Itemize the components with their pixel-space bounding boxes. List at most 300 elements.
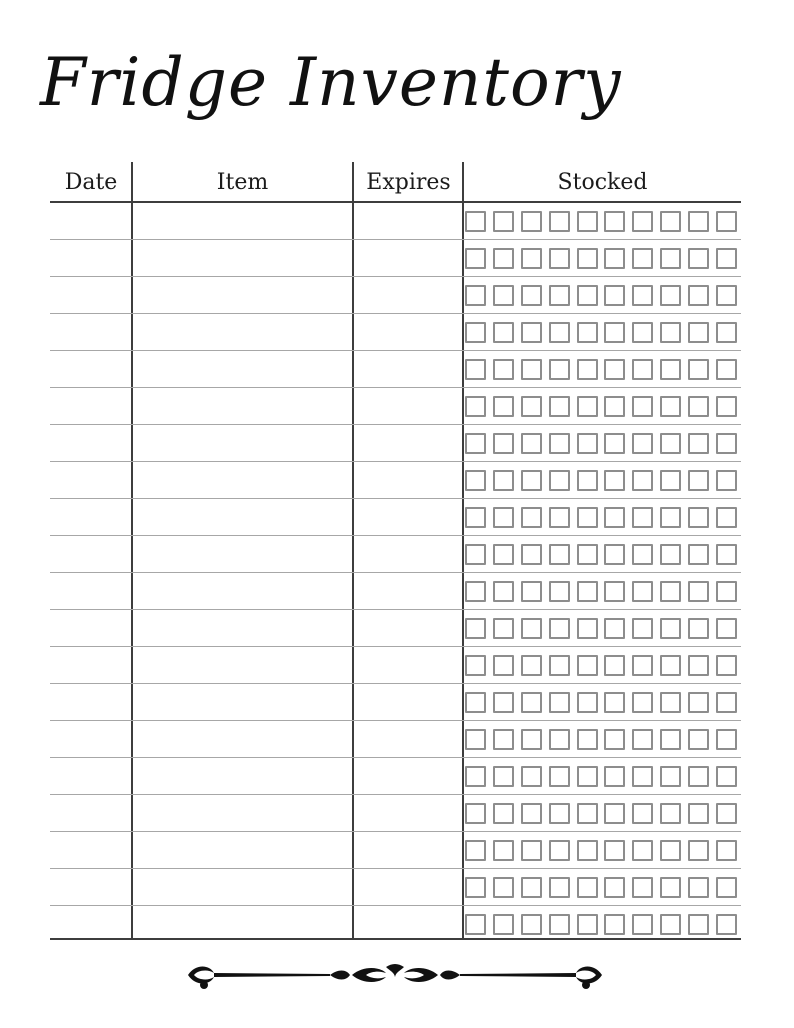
expires-cell[interactable] bbox=[354, 684, 462, 720]
date-cell[interactable] bbox=[50, 684, 131, 720]
stocked-checkboxes bbox=[465, 425, 737, 461]
stocked-checkbox[interactable] bbox=[632, 248, 653, 269]
stocked-checkbox[interactable] bbox=[688, 211, 709, 232]
stocked-checkbox[interactable] bbox=[632, 433, 653, 454]
stocked-checkbox[interactable] bbox=[660, 211, 681, 232]
expires-cell[interactable] bbox=[354, 573, 462, 609]
stocked-checkbox[interactable] bbox=[493, 729, 514, 750]
stocked-checkbox[interactable] bbox=[716, 470, 737, 491]
stocked-checkbox[interactable] bbox=[716, 914, 737, 935]
stocked-checkbox[interactable] bbox=[604, 618, 625, 639]
date-cell[interactable] bbox=[50, 314, 131, 350]
expires-cell[interactable] bbox=[354, 203, 462, 239]
stocked-checkbox[interactable] bbox=[604, 729, 625, 750]
stocked-checkbox[interactable] bbox=[688, 507, 709, 528]
stocked-checkbox[interactable] bbox=[577, 766, 598, 787]
stocked-checkbox[interactable] bbox=[632, 914, 653, 935]
stocked-checkbox[interactable] bbox=[716, 803, 737, 824]
stocked-checkbox[interactable] bbox=[604, 766, 625, 787]
stocked-checkbox[interactable] bbox=[493, 914, 514, 935]
item-cell[interactable] bbox=[133, 277, 352, 313]
stocked-checkbox[interactable] bbox=[688, 803, 709, 824]
expires-cell[interactable] bbox=[354, 388, 462, 424]
expires-cell[interactable] bbox=[354, 277, 462, 313]
stocked-checkbox[interactable] bbox=[660, 248, 681, 269]
stocked-checkbox[interactable] bbox=[465, 470, 486, 491]
stocked-checkbox[interactable] bbox=[604, 433, 625, 454]
stocked-checkbox[interactable] bbox=[465, 803, 486, 824]
table-row bbox=[50, 573, 741, 610]
expires-cell[interactable] bbox=[354, 758, 462, 794]
stocked-checkbox[interactable] bbox=[688, 692, 709, 713]
stocked-checkbox[interactable] bbox=[493, 248, 514, 269]
item-cell[interactable] bbox=[133, 795, 352, 831]
stocked-checkbox[interactable] bbox=[549, 618, 570, 639]
stocked-checkbox[interactable] bbox=[521, 507, 542, 528]
item-cell[interactable] bbox=[133, 536, 352, 572]
stocked-checkbox[interactable] bbox=[577, 322, 598, 343]
stocked-checkbox[interactable] bbox=[660, 433, 681, 454]
stocked-checkbox[interactable] bbox=[688, 766, 709, 787]
item-cell[interactable] bbox=[133, 869, 352, 905]
stocked-checkbox[interactable] bbox=[465, 581, 486, 602]
stocked-checkboxes bbox=[465, 536, 737, 572]
stocked-checkbox[interactable] bbox=[660, 470, 681, 491]
stocked-checkbox[interactable] bbox=[549, 729, 570, 750]
expires-cell[interactable] bbox=[354, 499, 462, 535]
item-cell[interactable] bbox=[133, 758, 352, 794]
stocked-checkbox[interactable] bbox=[521, 618, 542, 639]
table-row bbox=[50, 536, 741, 573]
stocked-checkbox[interactable] bbox=[465, 729, 486, 750]
stocked-checkbox[interactable] bbox=[688, 618, 709, 639]
stocked-checkbox[interactable] bbox=[465, 211, 486, 232]
stocked-checkbox[interactable] bbox=[716, 359, 737, 380]
stocked-checkbox[interactable] bbox=[660, 692, 681, 713]
stocked-checkbox[interactable] bbox=[493, 507, 514, 528]
stocked-checkboxes bbox=[465, 832, 737, 868]
stocked-checkbox[interactable] bbox=[688, 840, 709, 861]
stocked-checkbox[interactable] bbox=[604, 914, 625, 935]
stocked-checkbox[interactable] bbox=[716, 322, 737, 343]
stocked-checkbox[interactable] bbox=[716, 433, 737, 454]
stocked-checkbox[interactable] bbox=[465, 544, 486, 565]
stocked-checkbox[interactable] bbox=[577, 692, 598, 713]
stocked-checkbox[interactable] bbox=[660, 544, 681, 565]
stocked-checkbox[interactable] bbox=[493, 433, 514, 454]
table-row bbox=[50, 869, 741, 906]
stocked-checkbox[interactable] bbox=[716, 618, 737, 639]
stocked-checkbox[interactable] bbox=[604, 507, 625, 528]
stocked-checkbox[interactable] bbox=[604, 322, 625, 343]
stocked-checkbox[interactable] bbox=[632, 211, 653, 232]
stocked-checkbox[interactable] bbox=[521, 433, 542, 454]
stocked-checkbox[interactable] bbox=[521, 322, 542, 343]
stocked-checkbox[interactable] bbox=[493, 766, 514, 787]
stocked-checkbox[interactable] bbox=[632, 655, 653, 676]
stocked-checkbox[interactable] bbox=[549, 211, 570, 232]
item-cell[interactable] bbox=[133, 573, 352, 609]
stocked-checkbox[interactable] bbox=[716, 581, 737, 602]
stocked-checkbox[interactable] bbox=[577, 729, 598, 750]
stocked-checkbox[interactable] bbox=[632, 470, 653, 491]
item-cell[interactable] bbox=[133, 388, 352, 424]
table-row bbox=[50, 277, 741, 314]
date-cell[interactable] bbox=[50, 758, 131, 794]
stocked-checkbox[interactable] bbox=[632, 618, 653, 639]
stocked-checkbox[interactable] bbox=[604, 544, 625, 565]
stocked-checkbox[interactable] bbox=[493, 359, 514, 380]
inventory-table-body bbox=[50, 203, 741, 938]
table-row bbox=[50, 240, 741, 277]
table-row bbox=[50, 425, 741, 462]
expires-cell[interactable] bbox=[354, 721, 462, 757]
date-cell[interactable] bbox=[50, 388, 131, 424]
stocked-checkbox[interactable] bbox=[549, 655, 570, 676]
stocked-checkbox[interactable] bbox=[521, 840, 542, 861]
stocked-checkbox[interactable] bbox=[716, 840, 737, 861]
stocked-checkbox[interactable] bbox=[688, 914, 709, 935]
stocked-checkbox[interactable] bbox=[577, 914, 598, 935]
stocked-checkbox[interactable] bbox=[632, 396, 653, 417]
table-row bbox=[50, 351, 741, 388]
stocked-checkbox[interactable] bbox=[688, 544, 709, 565]
stocked-checkbox[interactable] bbox=[688, 396, 709, 417]
expires-cell[interactable] bbox=[354, 425, 462, 461]
item-cell[interactable] bbox=[133, 462, 352, 498]
date-cell[interactable] bbox=[50, 425, 131, 461]
stocked-checkbox[interactable] bbox=[577, 248, 598, 269]
item-cell[interactable] bbox=[133, 351, 352, 387]
stocked-checkbox[interactable] bbox=[604, 877, 625, 898]
stocked-checkbox[interactable] bbox=[465, 433, 486, 454]
stocked-checkbox[interactable] bbox=[688, 729, 709, 750]
expires-cell[interactable] bbox=[354, 869, 462, 905]
date-cell[interactable] bbox=[50, 795, 131, 831]
stocked-checkbox[interactable] bbox=[660, 655, 681, 676]
stocked-checkbox[interactable] bbox=[660, 766, 681, 787]
table-row bbox=[50, 684, 741, 721]
date-cell[interactable] bbox=[50, 573, 131, 609]
stocked-checkbox[interactable] bbox=[716, 766, 737, 787]
stocked-checkbox[interactable] bbox=[632, 729, 653, 750]
stocked-checkbox[interactable] bbox=[465, 396, 486, 417]
stocked-checkbox[interactable] bbox=[549, 544, 570, 565]
item-cell[interactable] bbox=[133, 203, 352, 239]
stocked-checkbox[interactable] bbox=[660, 618, 681, 639]
stocked-checkbox[interactable] bbox=[549, 914, 570, 935]
date-cell[interactable] bbox=[50, 906, 131, 942]
stocked-checkbox[interactable] bbox=[465, 322, 486, 343]
stocked-checkbox[interactable] bbox=[688, 322, 709, 343]
stocked-checkbox[interactable] bbox=[549, 285, 570, 306]
date-cell[interactable] bbox=[50, 610, 131, 646]
stocked-checkboxes bbox=[465, 499, 737, 535]
date-cell[interactable] bbox=[50, 203, 131, 239]
stocked-checkbox[interactable] bbox=[521, 877, 542, 898]
item-cell[interactable] bbox=[133, 240, 352, 276]
expires-cell[interactable] bbox=[354, 610, 462, 646]
expires-cell[interactable] bbox=[354, 351, 462, 387]
stocked-checkbox[interactable] bbox=[521, 655, 542, 676]
stocked-checkbox[interactable] bbox=[604, 803, 625, 824]
date-cell[interactable] bbox=[50, 277, 131, 313]
stocked-checkbox[interactable] bbox=[716, 396, 737, 417]
stocked-checkbox[interactable] bbox=[465, 840, 486, 861]
stocked-checkbox[interactable] bbox=[632, 507, 653, 528]
table-row bbox=[50, 906, 741, 942]
stocked-checkboxes bbox=[465, 351, 737, 387]
stocked-checkbox[interactable] bbox=[549, 692, 570, 713]
stocked-checkbox[interactable] bbox=[604, 470, 625, 491]
column-header-item: Item bbox=[216, 170, 269, 195]
stocked-checkbox[interactable] bbox=[521, 692, 542, 713]
stocked-checkbox[interactable] bbox=[493, 618, 514, 639]
stocked-checkbox[interactable] bbox=[688, 248, 709, 269]
expires-cell[interactable] bbox=[354, 240, 462, 276]
stocked-checkboxes bbox=[465, 277, 737, 313]
expires-cell[interactable] bbox=[354, 314, 462, 350]
stocked-checkbox[interactable] bbox=[577, 655, 598, 676]
date-cell[interactable] bbox=[50, 536, 131, 572]
page-title: Fridge Inventory bbox=[40, 44, 622, 121]
date-cell[interactable] bbox=[50, 240, 131, 276]
date-cell[interactable] bbox=[50, 869, 131, 905]
stocked-checkbox[interactable] bbox=[632, 359, 653, 380]
stocked-checkbox[interactable] bbox=[493, 655, 514, 676]
stocked-checkbox[interactable] bbox=[577, 877, 598, 898]
stocked-checkbox[interactable] bbox=[577, 359, 598, 380]
stocked-checkbox[interactable] bbox=[521, 211, 542, 232]
stocked-checkbox[interactable] bbox=[688, 581, 709, 602]
stocked-checkbox[interactable] bbox=[660, 803, 681, 824]
stocked-checkboxes bbox=[465, 203, 737, 239]
expires-cell[interactable] bbox=[354, 647, 462, 683]
stocked-checkbox[interactable] bbox=[493, 803, 514, 824]
stocked-checkboxes bbox=[465, 869, 737, 905]
stocked-checkbox[interactable] bbox=[521, 914, 542, 935]
item-cell[interactable] bbox=[133, 721, 352, 757]
stocked-checkbox[interactable] bbox=[493, 396, 514, 417]
stocked-checkbox[interactable] bbox=[521, 729, 542, 750]
stocked-checkbox[interactable] bbox=[660, 396, 681, 417]
stocked-checkbox[interactable] bbox=[549, 396, 570, 417]
item-cell[interactable] bbox=[133, 314, 352, 350]
stocked-checkboxes bbox=[465, 610, 737, 646]
item-cell[interactable] bbox=[133, 499, 352, 535]
stocked-checkbox[interactable] bbox=[521, 285, 542, 306]
stocked-checkbox[interactable] bbox=[716, 692, 737, 713]
stocked-checkbox[interactable] bbox=[549, 840, 570, 861]
stocked-checkbox[interactable] bbox=[521, 248, 542, 269]
stocked-checkbox[interactable] bbox=[493, 692, 514, 713]
stocked-checkbox[interactable] bbox=[549, 766, 570, 787]
date-cell[interactable] bbox=[50, 721, 131, 757]
stocked-checkbox[interactable] bbox=[632, 322, 653, 343]
stocked-checkbox[interactable] bbox=[660, 285, 681, 306]
stocked-checkboxes bbox=[465, 758, 737, 794]
stocked-checkbox[interactable] bbox=[577, 581, 598, 602]
stocked-checkbox[interactable] bbox=[577, 544, 598, 565]
stocked-checkboxes bbox=[465, 795, 737, 831]
stocked-checkboxes bbox=[465, 388, 737, 424]
stocked-checkbox[interactable] bbox=[549, 322, 570, 343]
stocked-checkbox[interactable] bbox=[660, 507, 681, 528]
stocked-checkbox[interactable] bbox=[688, 359, 709, 380]
item-cell[interactable] bbox=[133, 832, 352, 868]
stocked-checkbox[interactable] bbox=[493, 470, 514, 491]
stocked-checkbox[interactable] bbox=[549, 359, 570, 380]
table-header bbox=[50, 164, 741, 202]
stocked-checkbox[interactable] bbox=[577, 396, 598, 417]
date-cell[interactable] bbox=[50, 832, 131, 868]
stocked-checkbox[interactable] bbox=[465, 507, 486, 528]
stocked-checkboxes bbox=[465, 647, 737, 683]
stocked-checkbox[interactable] bbox=[465, 248, 486, 269]
stocked-checkbox[interactable] bbox=[465, 285, 486, 306]
stocked-checkbox[interactable] bbox=[716, 655, 737, 676]
expires-cell[interactable] bbox=[354, 536, 462, 572]
stocked-checkbox[interactable] bbox=[660, 359, 681, 380]
date-cell[interactable] bbox=[50, 499, 131, 535]
stocked-checkbox[interactable] bbox=[660, 877, 681, 898]
item-cell[interactable] bbox=[133, 425, 352, 461]
stocked-checkbox[interactable] bbox=[493, 840, 514, 861]
stocked-checkbox[interactable] bbox=[716, 729, 737, 750]
stocked-checkbox[interactable] bbox=[465, 877, 486, 898]
item-cell[interactable] bbox=[133, 906, 352, 942]
stocked-checkbox[interactable] bbox=[632, 581, 653, 602]
stocked-checkbox[interactable] bbox=[549, 877, 570, 898]
stocked-checkbox[interactable] bbox=[521, 396, 542, 417]
stocked-checkbox[interactable] bbox=[688, 285, 709, 306]
stocked-checkbox[interactable] bbox=[493, 211, 514, 232]
stocked-checkbox[interactable] bbox=[632, 692, 653, 713]
stocked-checkbox[interactable] bbox=[493, 544, 514, 565]
stocked-checkbox[interactable] bbox=[604, 359, 625, 380]
decorative-flourish-icon bbox=[180, 955, 610, 995]
stocked-checkbox[interactable] bbox=[521, 359, 542, 380]
stocked-checkbox[interactable] bbox=[465, 618, 486, 639]
stocked-checkbox[interactable] bbox=[465, 359, 486, 380]
table-row bbox=[50, 758, 741, 795]
stocked-checkbox[interactable] bbox=[660, 581, 681, 602]
stocked-checkbox[interactable] bbox=[493, 285, 514, 306]
date-cell[interactable] bbox=[50, 462, 131, 498]
stocked-checkbox[interactable] bbox=[549, 470, 570, 491]
stocked-checkbox[interactable] bbox=[521, 544, 542, 565]
stocked-checkbox[interactable] bbox=[632, 803, 653, 824]
stocked-checkbox[interactable] bbox=[577, 285, 598, 306]
stocked-checkbox[interactable] bbox=[577, 803, 598, 824]
stocked-checkbox[interactable] bbox=[521, 766, 542, 787]
date-cell[interactable] bbox=[50, 351, 131, 387]
stocked-checkbox[interactable] bbox=[465, 692, 486, 713]
stocked-checkbox[interactable] bbox=[577, 618, 598, 639]
stocked-checkboxes bbox=[465, 240, 737, 276]
stocked-checkbox[interactable] bbox=[577, 470, 598, 491]
stocked-checkbox[interactable] bbox=[688, 470, 709, 491]
table-row bbox=[50, 610, 741, 647]
stocked-checkbox[interactable] bbox=[604, 655, 625, 676]
stocked-checkbox[interactable] bbox=[716, 544, 737, 565]
stocked-checkboxes bbox=[465, 721, 737, 757]
stocked-checkbox[interactable] bbox=[465, 766, 486, 787]
stocked-checkbox[interactable] bbox=[577, 433, 598, 454]
stocked-checkbox[interactable] bbox=[549, 803, 570, 824]
stocked-checkbox[interactable] bbox=[716, 877, 737, 898]
item-cell[interactable] bbox=[133, 647, 352, 683]
table-bottom-rule bbox=[50, 938, 741, 940]
stocked-checkbox[interactable] bbox=[465, 914, 486, 935]
stocked-checkbox[interactable] bbox=[465, 655, 486, 676]
stocked-checkbox[interactable] bbox=[493, 877, 514, 898]
stocked-checkbox[interactable] bbox=[521, 470, 542, 491]
stocked-checkbox[interactable] bbox=[688, 433, 709, 454]
stocked-checkbox[interactable] bbox=[632, 544, 653, 565]
stocked-checkbox[interactable] bbox=[660, 729, 681, 750]
stocked-checkbox[interactable] bbox=[632, 285, 653, 306]
stocked-checkbox[interactable] bbox=[549, 581, 570, 602]
expires-cell[interactable] bbox=[354, 906, 462, 942]
expires-cell[interactable] bbox=[354, 795, 462, 831]
stocked-checkbox[interactable] bbox=[716, 211, 737, 232]
table-row bbox=[50, 721, 741, 758]
table-row bbox=[50, 388, 741, 425]
stocked-checkbox[interactable] bbox=[549, 248, 570, 269]
stocked-checkbox[interactable] bbox=[549, 507, 570, 528]
stocked-checkbox[interactable] bbox=[632, 840, 653, 861]
stocked-checkbox[interactable] bbox=[577, 840, 598, 861]
stocked-checkbox[interactable] bbox=[632, 766, 653, 787]
stocked-checkbox[interactable] bbox=[604, 581, 625, 602]
stocked-checkbox[interactable] bbox=[716, 248, 737, 269]
table-row bbox=[50, 832, 741, 869]
date-cell[interactable] bbox=[50, 647, 131, 683]
item-cell[interactable] bbox=[133, 610, 352, 646]
stocked-checkbox[interactable] bbox=[688, 655, 709, 676]
stocked-checkbox[interactable] bbox=[493, 581, 514, 602]
expires-cell[interactable] bbox=[354, 832, 462, 868]
stocked-checkbox[interactable] bbox=[521, 803, 542, 824]
stocked-checkbox[interactable] bbox=[660, 914, 681, 935]
stocked-checkbox[interactable] bbox=[660, 840, 681, 861]
stocked-checkboxes bbox=[465, 314, 737, 350]
stocked-checkbox[interactable] bbox=[549, 433, 570, 454]
stocked-checkbox[interactable] bbox=[688, 877, 709, 898]
stocked-checkbox[interactable] bbox=[632, 877, 653, 898]
stocked-checkbox[interactable] bbox=[604, 396, 625, 417]
stocked-checkbox[interactable] bbox=[604, 285, 625, 306]
stocked-checkboxes bbox=[465, 573, 737, 609]
stocked-checkbox[interactable] bbox=[577, 211, 598, 232]
table-row bbox=[50, 795, 741, 832]
stocked-checkbox[interactable] bbox=[660, 322, 681, 343]
stocked-checkbox[interactable] bbox=[521, 581, 542, 602]
stocked-checkbox[interactable] bbox=[716, 285, 737, 306]
stocked-checkbox[interactable] bbox=[577, 507, 598, 528]
stocked-checkbox[interactable] bbox=[604, 840, 625, 861]
stocked-checkbox[interactable] bbox=[604, 692, 625, 713]
column-header-expires: Expires bbox=[366, 170, 451, 195]
expires-cell[interactable] bbox=[354, 462, 462, 498]
item-cell[interactable] bbox=[133, 684, 352, 720]
table-row bbox=[50, 499, 741, 536]
stocked-checkbox[interactable] bbox=[493, 322, 514, 343]
stocked-checkbox[interactable] bbox=[604, 248, 625, 269]
stocked-checkbox[interactable] bbox=[716, 507, 737, 528]
stocked-checkbox[interactable] bbox=[604, 211, 625, 232]
